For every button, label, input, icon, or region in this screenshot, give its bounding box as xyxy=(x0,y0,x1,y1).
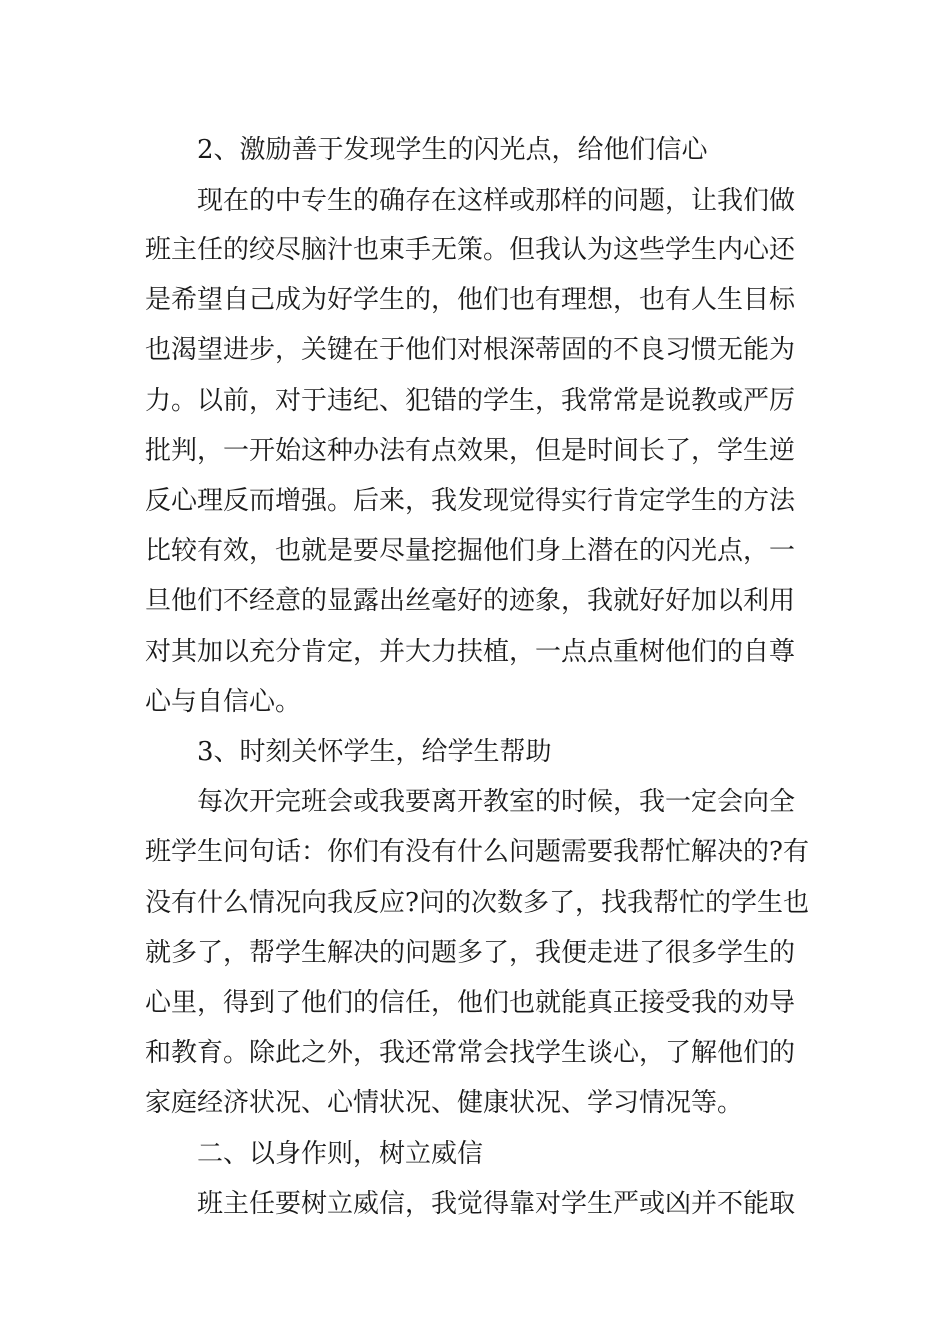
paragraph-line: 对其加以充分肯定，并大力扶植，一点点重树他们的自尊 xyxy=(145,637,796,667)
paragraph-line: 家庭经济状况、心情状况、健康状况、学习情况等。 xyxy=(145,1088,744,1118)
paragraph-line: 反心理反而增强。后来，我发现觉得实行肯定学生的方法 xyxy=(145,486,796,516)
paragraph-line: 批判，一开始这种办法有点效果，但是时间长了，学生逆 xyxy=(145,436,796,466)
paragraph-line: 也渴望进步，关键在于他们对根深蒂固的不良习惯无能为 xyxy=(145,335,796,365)
paragraph-line: 没有什么情况向我反应?问的次数多了，找我帮忙的学生也 xyxy=(145,888,809,918)
paragraph-line: 班主任的绞尽脑汁也束手无策。但我认为这些学生内心还 xyxy=(145,235,796,265)
section-heading: 二、以身作则，树立威信 xyxy=(197,1139,484,1169)
paragraph-line: 现在的中专生的确存在这样或那样的问题，让我们做 xyxy=(197,186,796,216)
paragraph-line: 心与自信心。 xyxy=(145,687,302,717)
paragraph-line: 力。以前，对于违纪、犯错的学生，我常常是说教或严厉 xyxy=(145,386,796,416)
paragraph-line: 旦他们不经意的显露出丝毫好的迹象，我就好好加以利用 xyxy=(145,586,796,616)
paragraph-line: 是希望自己成为好学生的，他们也有理想，也有人生目标 xyxy=(145,285,796,315)
subheading-3: 3、时刻关怀学生，给学生帮助 xyxy=(197,737,552,767)
paragraph-line: 和教育。除此之外，我还常常会找学生谈心，了解他们的 xyxy=(145,1038,796,1068)
paragraph-line: 比较有效，也就是要尽量挖掘他们身上潜在的闪光点，一 xyxy=(145,536,796,566)
paragraph-line: 班学生问句话：你们有没有什么问题需要我帮忙解决的?有 xyxy=(145,837,809,867)
paragraph-line: 每次开完班会或我要离开教室的时候，我一定会向全 xyxy=(197,787,796,817)
paragraph-line: 心里，得到了他们的信任，他们也就能真正接受我的劝导 xyxy=(145,988,796,1018)
subheading-2: 2、激励善于发现学生的闪光点，给他们信心 xyxy=(197,135,708,165)
paragraph-line: 就多了，帮学生解决的问题多了，我便走进了很多学生的 xyxy=(145,938,796,968)
paragraph-line: 班主任要树立威信，我觉得靠对学生严或凶并不能取 xyxy=(197,1189,796,1219)
